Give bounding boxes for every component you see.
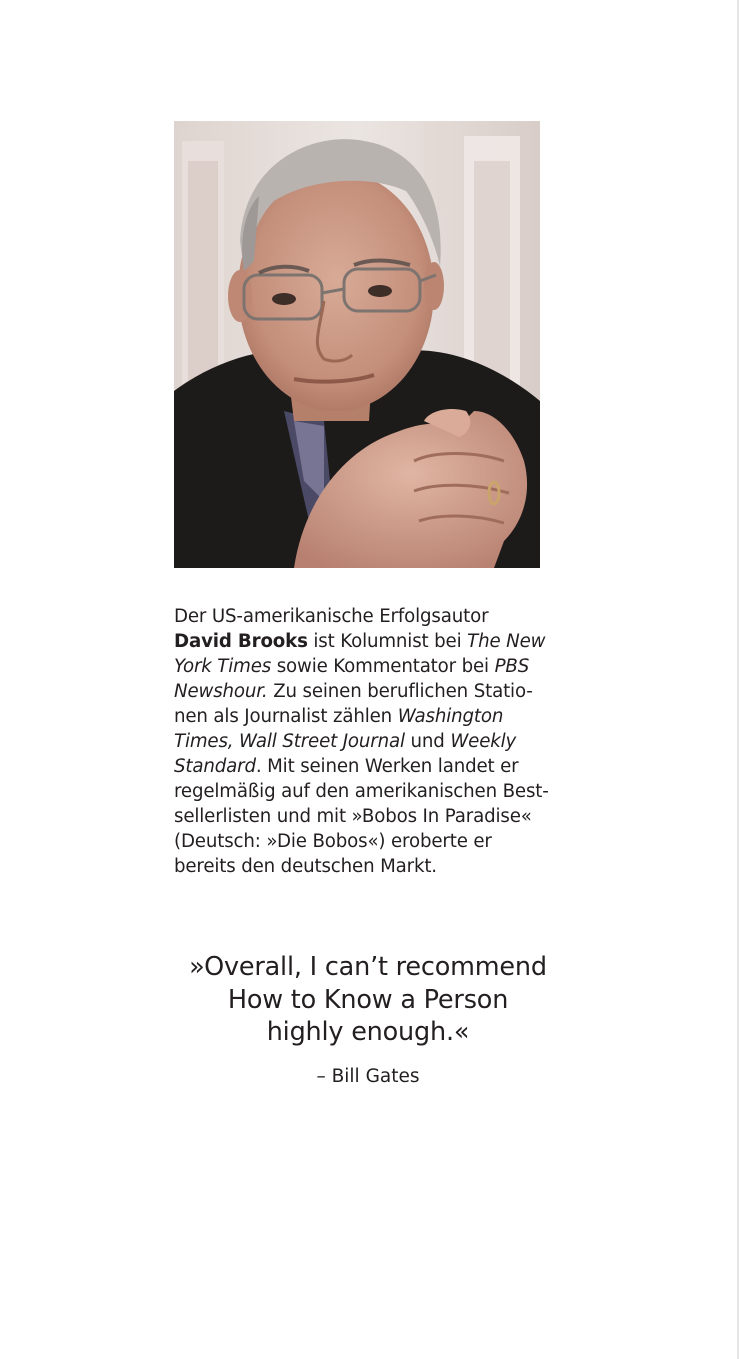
bio-line <box>174 804 564 829</box>
bio-line <box>174 829 564 854</box>
publication-name: York Times <box>174 656 272 677</box>
quote-line: How to Know a Person <box>227 984 509 1015</box>
bio-line <box>174 604 564 629</box>
bio-text: und <box>404 731 451 752</box>
bio-line <box>174 629 564 654</box>
bio-text: Der US-amerikanische Erfolgsautor <box>174 606 489 627</box>
bio-text: sellerlisten und mit »Bobos In Paradise« <box>174 806 532 827</box>
publication-name: Weekly <box>450 731 517 752</box>
author-bio <box>174 604 564 879</box>
author-photo <box>174 121 540 568</box>
publication-name: Newshour. <box>174 681 268 702</box>
quote-line: highly enough.« <box>266 1017 470 1047</box>
bio-line <box>174 704 564 729</box>
bio-line <box>174 779 564 804</box>
bio-line <box>174 754 564 779</box>
quote-line: »Overall, I can’t recommend <box>189 952 547 982</box>
bio-text: nen als Journalist zählen <box>174 706 398 727</box>
bio-line <box>174 679 564 704</box>
bio-text: (Deutsch: »Die Bobos«) eroberte er <box>174 831 492 852</box>
bio-text: Zu seinen beruflichen Statio- <box>267 681 533 702</box>
publication-name: PBS <box>494 656 530 677</box>
testimonial-quote <box>160 951 576 1049</box>
bio-text: . Mit seinen Werken landet er <box>255 756 519 777</box>
publication-name: Times, Wall Street Journal <box>174 731 405 752</box>
bio-line <box>174 854 564 879</box>
bio-text: regelmäßig auf den amerikanischen Best- <box>174 781 549 802</box>
author-portrait-image <box>174 121 540 568</box>
author-name: David Brooks <box>174 631 308 652</box>
bio-text: sowie Kommentator bei <box>271 656 495 677</box>
quote-attribution: – Bill Gates <box>316 1066 420 1087</box>
publication-name: The New <box>467 631 546 652</box>
publication-name: Standard <box>174 756 256 777</box>
bio-line <box>174 729 564 754</box>
publication-name: Washington <box>397 706 504 727</box>
bio-line <box>174 654 564 679</box>
bio-text: ist Kolumnist bei <box>307 631 468 652</box>
bio-text: bereits den deutschen Markt. <box>174 856 437 877</box>
